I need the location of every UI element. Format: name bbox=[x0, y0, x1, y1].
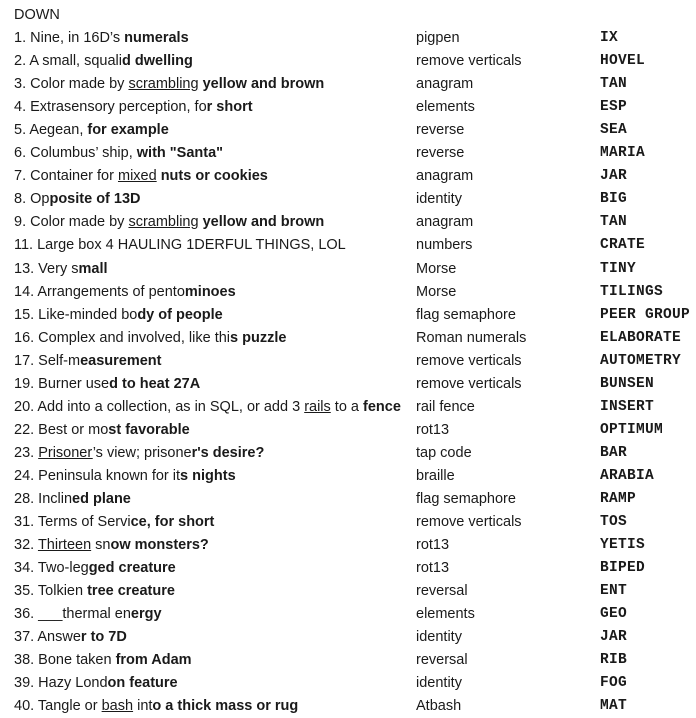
clue-row bbox=[0, 672, 696, 695]
clue-text bbox=[14, 304, 223, 327]
clue-row bbox=[0, 27, 696, 50]
clue-fragment: sn bbox=[91, 537, 111, 554]
clue-definition: for example bbox=[87, 122, 169, 139]
clue-definition: d to heat 27A bbox=[109, 375, 201, 392]
section-heading: DOWN bbox=[14, 7, 60, 23]
clue-definition: fence bbox=[363, 398, 401, 415]
encoding-method: anagram bbox=[416, 168, 474, 185]
clue-row bbox=[0, 534, 696, 557]
clue-definition: yellow and brown bbox=[198, 214, 325, 231]
clue-row bbox=[0, 419, 696, 442]
answer: TOS bbox=[600, 514, 628, 531]
clue-text bbox=[14, 672, 178, 695]
clue-indicator: scrambling bbox=[128, 76, 199, 93]
clue-row bbox=[0, 234, 696, 257]
encoding-method: remove verticals bbox=[416, 53, 522, 70]
clue-definition: r's desire? bbox=[191, 444, 265, 461]
clue-text bbox=[14, 511, 214, 534]
clue-row bbox=[0, 327, 696, 350]
answer: ELABORATE bbox=[600, 329, 682, 346]
clue-text bbox=[14, 580, 175, 603]
clue-text bbox=[14, 211, 324, 234]
clue-definition: ow monsters? bbox=[110, 537, 209, 554]
encoding-method: flag semaphore bbox=[416, 306, 516, 323]
clue-text bbox=[14, 442, 264, 465]
clue-definition: easurement bbox=[80, 352, 162, 369]
answer: TINY bbox=[600, 260, 637, 277]
clue-fragment: 20. Add into a collection, as in SQL, or add 3 bbox=[14, 398, 305, 415]
encoding-method: Morse bbox=[416, 260, 457, 277]
clue-definition: ged creature bbox=[88, 560, 176, 577]
encoding-method: remove verticals bbox=[416, 375, 522, 392]
clue-text bbox=[14, 557, 176, 580]
answer: PEER GROUP bbox=[600, 306, 691, 323]
clue-fragment: 24. Peninsula known for it bbox=[14, 467, 181, 484]
encoding-method: anagram bbox=[416, 76, 474, 93]
clue-definition: numerals bbox=[124, 30, 189, 46]
clue-fragment: 23. bbox=[14, 444, 39, 461]
clue-row bbox=[0, 73, 696, 96]
clue-indicator: Prisoner bbox=[38, 444, 93, 461]
clue-row bbox=[0, 373, 696, 396]
clue-row bbox=[0, 142, 696, 165]
clue-fragment: 13. Very s bbox=[14, 260, 79, 277]
answer: IX bbox=[600, 30, 619, 46]
clue-definition: on feature bbox=[107, 675, 178, 692]
clue-fragment: 1. Nine, in 16D’s bbox=[14, 30, 125, 46]
clue-fragment: 32. bbox=[14, 537, 38, 554]
encoding-method: elements bbox=[416, 99, 475, 116]
answer: ARABIA bbox=[600, 467, 655, 484]
clue-definition: r short bbox=[206, 99, 253, 116]
answer: AUTOMETRY bbox=[600, 352, 682, 369]
clue-text bbox=[14, 73, 324, 96]
clue-definition: s nights bbox=[180, 467, 236, 484]
encoding-method: reverse bbox=[416, 122, 465, 139]
clue-fragment: 4. Extrasensory perception, fo bbox=[14, 99, 207, 116]
answer: ENT bbox=[600, 583, 628, 600]
clue-text bbox=[14, 234, 346, 257]
clue-definition: posite of 13D bbox=[49, 191, 141, 208]
answer: YETIS bbox=[600, 537, 646, 554]
clue-row bbox=[0, 396, 696, 419]
clue-fragment: 6. Columbus’ ship, bbox=[14, 145, 137, 162]
clue-text bbox=[14, 350, 162, 373]
clue-row bbox=[0, 649, 696, 672]
encoding-method: rot13 bbox=[416, 421, 450, 438]
answer: HOVEL bbox=[600, 53, 646, 70]
clue-text bbox=[14, 50, 193, 73]
clue-text bbox=[14, 396, 401, 419]
encoding-method: rot13 bbox=[416, 537, 450, 554]
clue-row bbox=[0, 281, 696, 304]
clue-fragment: 8. Op bbox=[14, 191, 50, 208]
clue-text bbox=[14, 626, 127, 649]
clue-row bbox=[0, 188, 696, 211]
answer: BUNSEN bbox=[600, 375, 655, 392]
clue-fragment: ’s view; prisone bbox=[92, 444, 192, 461]
answer: CRATE bbox=[600, 237, 646, 254]
clue-definition: r to 7D bbox=[80, 629, 127, 646]
clue-definition: d dwelling bbox=[122, 53, 193, 70]
clue-text bbox=[14, 27, 189, 50]
answer: ESP bbox=[600, 99, 628, 116]
clue-text bbox=[14, 603, 162, 626]
answer: RIB bbox=[600, 652, 628, 669]
clue-fragment: 28. Inclin bbox=[14, 491, 73, 507]
clue-text bbox=[14, 419, 190, 442]
clue-row bbox=[0, 50, 696, 73]
clue-definition: nuts or cookies bbox=[160, 168, 268, 185]
clue-row bbox=[0, 96, 696, 119]
clue-fragment: 36. ___thermal en bbox=[14, 606, 131, 623]
clue-text bbox=[14, 649, 192, 672]
encoding-method: identity bbox=[416, 629, 462, 646]
answer: JAR bbox=[600, 168, 628, 185]
answer: JAR bbox=[600, 629, 628, 646]
encoding-method: tap code bbox=[416, 444, 472, 461]
encoding-method: elements bbox=[416, 606, 475, 623]
encoding-method: reversal bbox=[416, 583, 468, 600]
answer: FOG bbox=[600, 675, 628, 692]
clue-text bbox=[14, 165, 268, 188]
clue-indicator: scrambling bbox=[128, 214, 199, 231]
clue-fragment: 14. Arrangements of pento bbox=[14, 283, 185, 300]
answer: MARIA bbox=[600, 145, 646, 162]
clue-fragment: 19. Burner use bbox=[14, 375, 110, 392]
clue-fragment: 35. Tolkien bbox=[14, 583, 88, 600]
encoding-method: remove verticals bbox=[416, 514, 522, 531]
clue-definition: minoes bbox=[184, 283, 236, 300]
encoding-method: pigpen bbox=[416, 30, 460, 46]
answer: MAT bbox=[600, 698, 628, 715]
answer: INSERT bbox=[600, 398, 655, 415]
clue-fragment: 16. Complex and involved, like thi bbox=[14, 329, 231, 346]
clue-text bbox=[14, 465, 236, 488]
clue-fragment: 37. Answe bbox=[14, 629, 81, 646]
clue-indicator: Thirteen bbox=[37, 537, 92, 554]
clue-fragment: 9. Color made by bbox=[14, 214, 129, 231]
clue-definition: mall bbox=[78, 260, 108, 277]
clue-row bbox=[0, 442, 696, 465]
clue-fragment: 3. Color made by bbox=[14, 76, 129, 93]
encoding-method: anagram bbox=[416, 214, 474, 231]
clue-fragment: 39. Hazy Lond bbox=[14, 675, 108, 692]
answer: TAN bbox=[600, 76, 628, 93]
clue-row bbox=[0, 350, 696, 373]
clue-row bbox=[0, 626, 696, 649]
clue-definition: s puzzle bbox=[230, 329, 287, 346]
clue-fragment: 15. Like-minded bo bbox=[14, 306, 138, 323]
answer: BIG bbox=[600, 191, 628, 208]
clue-text bbox=[14, 327, 286, 350]
clue-text bbox=[14, 488, 131, 511]
clue-definition: o a thick mass or rug bbox=[152, 698, 299, 715]
clue-fragment: 7. Container for bbox=[14, 168, 118, 185]
clue-fragment: 11. Large box 4 HAULING 1DERFUL THINGS, LOL bbox=[14, 237, 346, 254]
clue-definition: yellow and brown bbox=[198, 76, 325, 93]
clue-indicator: rails bbox=[304, 398, 331, 415]
clue-fragment: 38. Bone taken bbox=[14, 652, 116, 669]
clue-indicator: mixed bbox=[117, 168, 157, 185]
answer: GEO bbox=[600, 606, 628, 623]
encoding-method: flag semaphore bbox=[416, 491, 516, 507]
clue-fragment: 34. Two-leg bbox=[14, 560, 89, 577]
clue-definition: tree creature bbox=[87, 583, 175, 600]
clue-fragment: 17. Self-m bbox=[14, 352, 81, 369]
answer: TAN bbox=[600, 214, 628, 231]
clue-fragment: int bbox=[133, 698, 153, 715]
answer: BIPED bbox=[600, 560, 646, 577]
clue-row bbox=[0, 211, 696, 234]
clue-definition: st favorable bbox=[108, 421, 190, 438]
encoding-method: reversal bbox=[416, 652, 468, 669]
clue-text bbox=[14, 695, 298, 718]
encoding-method: Roman numerals bbox=[416, 329, 527, 346]
encoding-method: Morse bbox=[416, 283, 457, 300]
encoding-method: braille bbox=[416, 467, 455, 484]
encoding-method: identity bbox=[416, 675, 462, 692]
answer: OPTIMUM bbox=[600, 421, 664, 438]
clue-text bbox=[14, 281, 236, 304]
clue-definition: from Adam bbox=[115, 652, 192, 669]
clue-text bbox=[14, 119, 169, 142]
clue-text bbox=[14, 96, 253, 119]
clue-definition: dy of people bbox=[137, 306, 223, 323]
clue-text bbox=[14, 142, 223, 165]
clue-row bbox=[0, 580, 696, 603]
clue-row bbox=[0, 695, 696, 718]
clue-definition: ed plane bbox=[72, 491, 131, 507]
clue-row bbox=[0, 165, 696, 188]
answer: RAMP bbox=[600, 491, 637, 507]
clue-text bbox=[14, 188, 141, 211]
clue-indicator: bash bbox=[101, 698, 134, 715]
clue-fragment: to a bbox=[330, 398, 364, 415]
answer: SEA bbox=[600, 122, 628, 139]
clue-definition: with "Santa" bbox=[136, 145, 224, 162]
clue-definition: ce, for short bbox=[130, 514, 215, 531]
clue-row bbox=[0, 511, 696, 534]
clue-row bbox=[0, 603, 696, 626]
clue-fragment: 2. A small, squali bbox=[14, 53, 122, 70]
encoding-method: rail fence bbox=[416, 398, 475, 415]
encoding-method: reverse bbox=[416, 145, 465, 162]
clue-fragment: 22. Best or mo bbox=[14, 421, 109, 438]
encoding-method: remove verticals bbox=[416, 352, 522, 369]
clue-row bbox=[0, 557, 696, 580]
answer: BAR bbox=[600, 444, 628, 461]
clue-text bbox=[14, 373, 200, 396]
clue-row bbox=[0, 258, 696, 281]
encoding-method: Atbash bbox=[416, 698, 462, 715]
clue-fragment: 31. Terms of Servi bbox=[14, 514, 131, 531]
clue-fragment: 5. Aegean, bbox=[14, 122, 88, 139]
answer: TILINGS bbox=[600, 283, 664, 300]
clue-definition: ergy bbox=[130, 606, 162, 623]
clue-row bbox=[0, 488, 696, 511]
clue-text bbox=[14, 258, 108, 281]
clue-text bbox=[14, 534, 209, 557]
clue-row bbox=[0, 465, 696, 488]
clue-row bbox=[0, 304, 696, 327]
clue-fragment: 40. Tangle or bbox=[14, 698, 102, 715]
encoding-method: rot13 bbox=[416, 560, 450, 577]
encoding-method: numbers bbox=[416, 237, 473, 254]
encoding-method: identity bbox=[416, 191, 462, 208]
clue-row bbox=[0, 119, 696, 142]
